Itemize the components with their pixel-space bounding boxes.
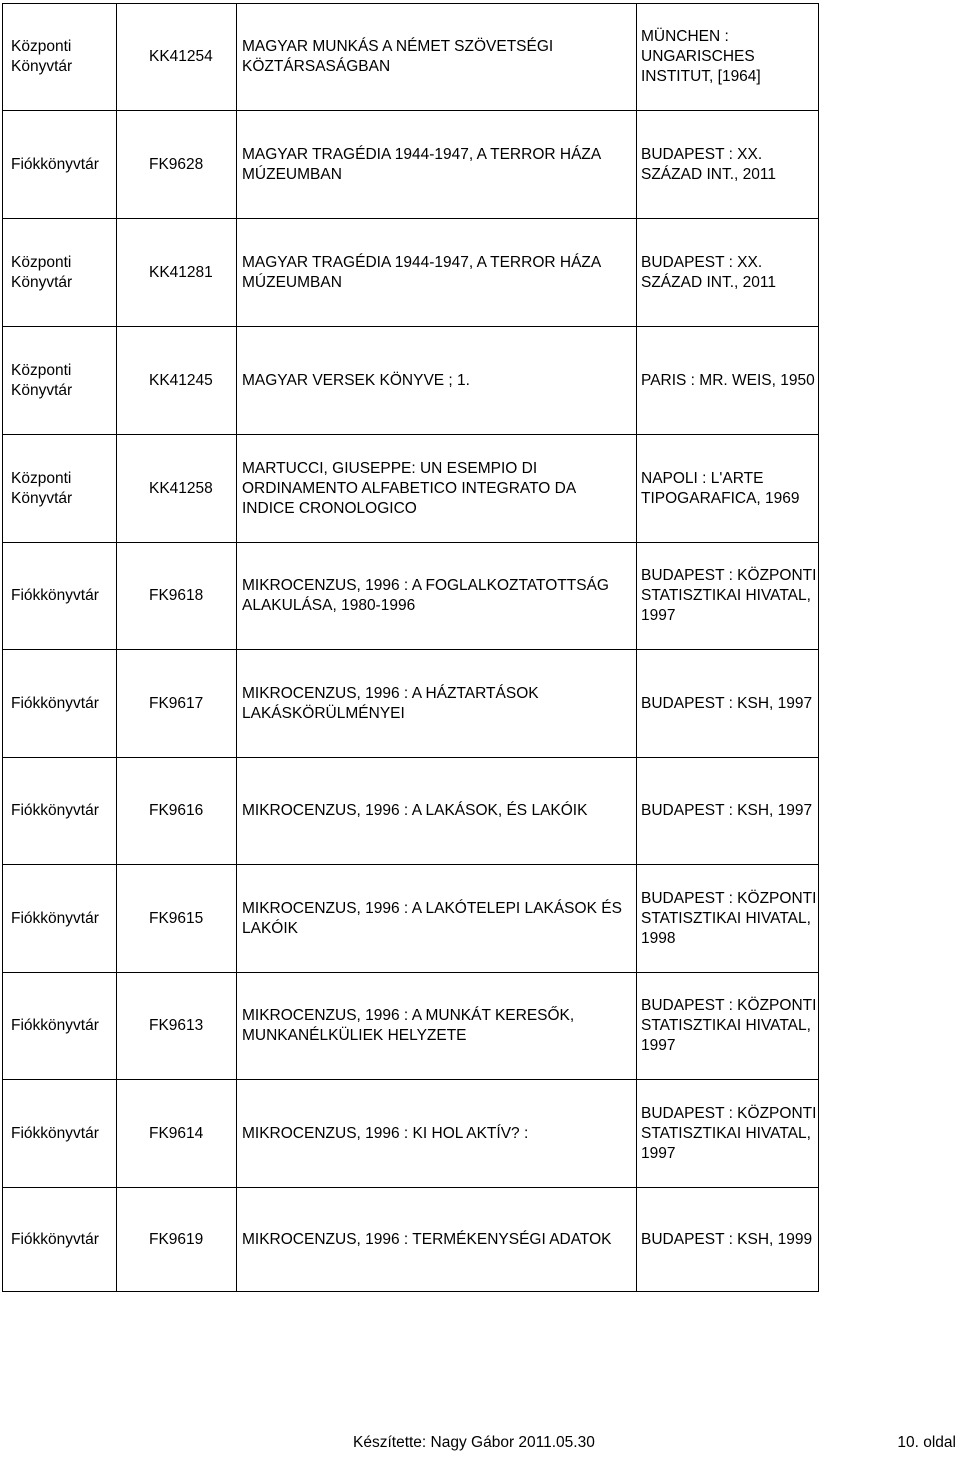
footer-author: Készítette: Nagy Gábor 2011.05.30 (353, 1434, 595, 1451)
call-number-cell: FK9614 (117, 1080, 237, 1188)
library-cell: Központi Könyvtár (3, 435, 117, 543)
publication-cell: BUDAPEST : KÖZPONTI STATISZTIKAI HIVATAL, 1997 (637, 543, 819, 650)
publication-cell: PARIS : MR. WEIS, 1950 (637, 327, 819, 435)
title-cell: MIKROCENZUS, 1996 : KI HOL AKTÍV? : (237, 1080, 637, 1188)
catalog-table-body (3, 4, 819, 1292)
title-cell: MAGYAR TRAGÉDIA 1944-1947, A TERROR HÁZA MÚZEUMBAN (237, 219, 637, 327)
table-row (3, 219, 819, 327)
call-number-cell: FK9616 (117, 758, 237, 865)
call-number-cell: KK41281 (117, 219, 237, 327)
title-cell: MIKROCENZUS, 1996 : A LAKÓTELEPI LAKÁSOK ÉS LAKÓIK (237, 865, 637, 973)
title-cell: MARTUCCI, GIUSEPPE: UN ESEMPIO DI ORDINAMENTO ALFABETICO INTEGRATO DA INDICE CRONOLOGICO (237, 435, 637, 543)
title-cell: MAGYAR TRAGÉDIA 1944-1947, A TERROR HÁZA MÚZEUMBAN (237, 111, 637, 219)
library-cell: Fiókkönyvtár (3, 865, 117, 973)
table-row (3, 1188, 819, 1292)
library-cell: Fiókkönyvtár (3, 111, 117, 219)
publication-cell: BUDAPEST : KSH, 1999 (637, 1188, 819, 1292)
publication-cell: BUDAPEST : KSH, 1997 (637, 650, 819, 758)
publication-cell: BUDAPEST : KSH, 1997 (637, 758, 819, 865)
publication-cell: NAPOLI : L'ARTE TIPOGARAFICA, 1969 (637, 435, 819, 543)
title-cell: MIKROCENZUS, 1996 : TERMÉKENYSÉGI ADATOK (237, 1188, 637, 1292)
table-row (3, 4, 819, 111)
library-cell: Fiókkönyvtár (3, 543, 117, 650)
library-cell: Fiókkönyvtár (3, 650, 117, 758)
publication-cell: MÜNCHEN : UNGARISCHES INSTITUT, [1964] (637, 4, 819, 111)
call-number-cell: FK9617 (117, 650, 237, 758)
library-cell: Fiókkönyvtár (3, 1188, 117, 1292)
library-cell: Központi Könyvtár (3, 219, 117, 327)
library-cell: Központi Könyvtár (3, 4, 117, 111)
table-row (3, 973, 819, 1080)
title-cell: MIKROCENZUS, 1996 : A LAKÁSOK, ÉS LAKÓIK (237, 758, 637, 865)
call-number-cell: KK41258 (117, 435, 237, 543)
table-row (3, 1080, 819, 1188)
title-cell: MAGYAR VERSEK KÖNYVE ; 1. (237, 327, 637, 435)
footer-page-number: 10. oldal (897, 1434, 956, 1451)
publication-cell: BUDAPEST : XX. SZÁZAD INT., 2011 (637, 219, 819, 327)
call-number-cell: KK41254 (117, 4, 237, 111)
title-cell: MIKROCENZUS, 1996 : A MUNKÁT KERESŐK, MUNKANÉLKÜLIEK HELYZETE (237, 973, 637, 1080)
title-cell: MIKROCENZUS, 1996 : A FOGLALKOZTATOTTSÁG ALAKULÁSA, 1980-1996 (237, 543, 637, 650)
publication-cell: BUDAPEST : KÖZPONTI STATISZTIKAI HIVATAL, 1997 (637, 973, 819, 1080)
library-cell: Fiókkönyvtár (3, 973, 117, 1080)
table-row (3, 865, 819, 973)
library-cell: Fiókkönyvtár (3, 1080, 117, 1188)
table-row (3, 758, 819, 865)
call-number-cell: FK9613 (117, 973, 237, 1080)
library-cell: Központi Könyvtár (3, 327, 117, 435)
library-cell: Fiókkönyvtár (3, 758, 117, 865)
call-number-cell: FK9628 (117, 111, 237, 219)
publication-cell: BUDAPEST : XX. SZÁZAD INT., 2011 (637, 111, 819, 219)
call-number-cell: FK9618 (117, 543, 237, 650)
call-number-cell: FK9615 (117, 865, 237, 973)
catalog-table (2, 3, 819, 1292)
table-row (3, 543, 819, 650)
call-number-cell: KK41245 (117, 327, 237, 435)
table-row (3, 327, 819, 435)
publication-cell: BUDAPEST : KÖZPONTI STATISZTIKAI HIVATAL, 1997 (637, 1080, 819, 1188)
table-row (3, 650, 819, 758)
title-cell: MIKROCENZUS, 1996 : A HÁZTARTÁSOK LAKÁSKÖRÜLMÉNYEI (237, 650, 637, 758)
title-cell: MAGYAR MUNKÁS A NÉMET SZÖVETSÉGI KÖZTÁRSASÁGBAN (237, 4, 637, 111)
publication-cell: BUDAPEST : KÖZPONTI STATISZTIKAI HIVATAL, 1998 (637, 865, 819, 973)
table-row (3, 111, 819, 219)
call-number-cell: FK9619 (117, 1188, 237, 1292)
table-row (3, 435, 819, 543)
